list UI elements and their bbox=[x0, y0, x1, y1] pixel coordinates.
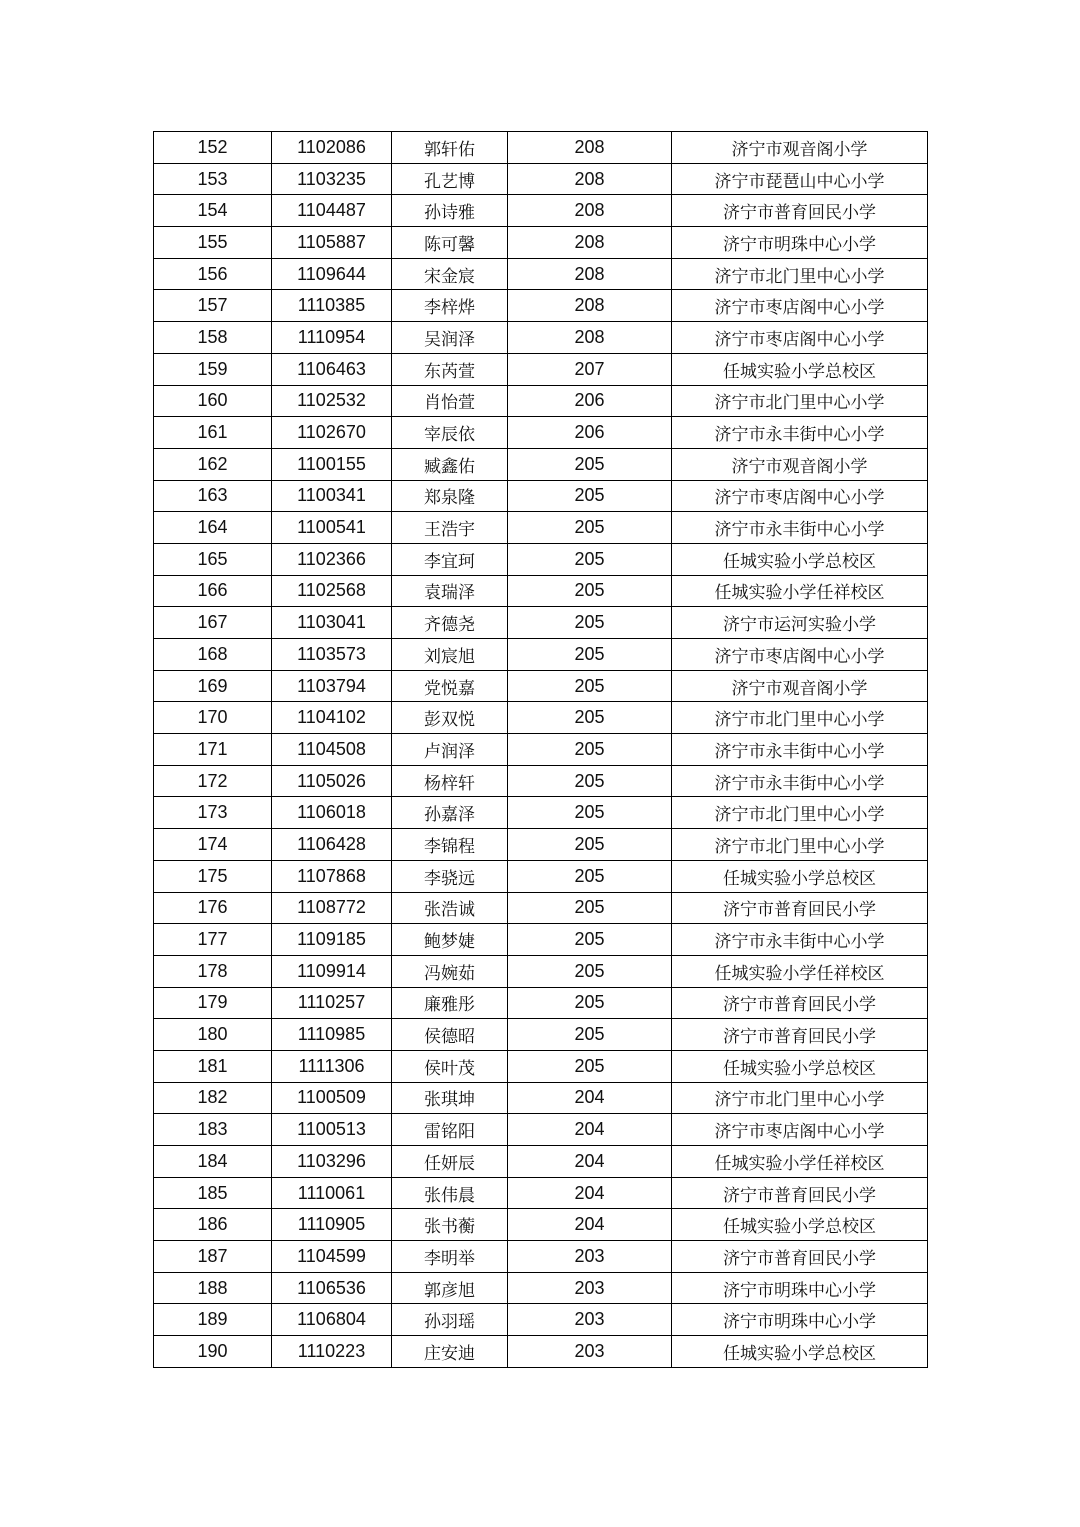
school-cell: 济宁市普育回民小学 bbox=[672, 1019, 928, 1051]
id-cell: 1100155 bbox=[272, 448, 392, 480]
id-cell: 1103573 bbox=[272, 639, 392, 671]
rank-cell: 154 bbox=[154, 195, 272, 227]
id-cell: 1109185 bbox=[272, 924, 392, 956]
table-row bbox=[154, 385, 928, 417]
rank-cell: 175 bbox=[154, 860, 272, 892]
score-cell: 207 bbox=[508, 353, 672, 385]
rank-cell: 181 bbox=[154, 1050, 272, 1082]
rank-cell: 187 bbox=[154, 1241, 272, 1273]
id-cell: 1104599 bbox=[272, 1241, 392, 1273]
name-cell: 孙羽瑶 bbox=[392, 1304, 508, 1336]
score-cell: 203 bbox=[508, 1241, 672, 1273]
rank-cell: 172 bbox=[154, 765, 272, 797]
name-cell: 宋金宸 bbox=[392, 258, 508, 290]
score-cell: 205 bbox=[508, 734, 672, 766]
id-cell: 1103041 bbox=[272, 607, 392, 639]
rank-cell: 158 bbox=[154, 322, 272, 354]
score-cell: 205 bbox=[508, 575, 672, 607]
name-cell: 庄安迪 bbox=[392, 1336, 508, 1368]
rank-cell: 160 bbox=[154, 385, 272, 417]
table-row bbox=[154, 955, 928, 987]
score-cell: 205 bbox=[508, 512, 672, 544]
score-cell: 205 bbox=[508, 448, 672, 480]
table-row bbox=[154, 765, 928, 797]
name-cell: 臧鑫佑 bbox=[392, 448, 508, 480]
table-row bbox=[154, 1019, 928, 1051]
table-row bbox=[154, 132, 928, 164]
name-cell: 任妍辰 bbox=[392, 1146, 508, 1178]
name-cell: 张伟晨 bbox=[392, 1177, 508, 1209]
rank-cell: 188 bbox=[154, 1272, 272, 1304]
school-cell: 济宁市枣店阁中心小学 bbox=[672, 480, 928, 512]
score-cell: 204 bbox=[508, 1082, 672, 1114]
table-row bbox=[154, 480, 928, 512]
score-cell: 205 bbox=[508, 955, 672, 987]
name-cell: 王浩宇 bbox=[392, 512, 508, 544]
school-cell: 任城实验小学总校区 bbox=[672, 353, 928, 385]
score-cell: 205 bbox=[508, 797, 672, 829]
score-cell: 208 bbox=[508, 195, 672, 227]
rank-cell: 178 bbox=[154, 955, 272, 987]
table-row bbox=[154, 417, 928, 449]
score-cell: 204 bbox=[508, 1146, 672, 1178]
name-cell: 宰辰依 bbox=[392, 417, 508, 449]
name-cell: 郭轩佑 bbox=[392, 132, 508, 164]
id-cell: 1110905 bbox=[272, 1209, 392, 1241]
id-cell: 1110061 bbox=[272, 1177, 392, 1209]
school-cell: 济宁市观音阁小学 bbox=[672, 132, 928, 164]
score-cell: 205 bbox=[508, 892, 672, 924]
id-cell: 1110223 bbox=[272, 1336, 392, 1368]
school-cell: 济宁市普育回民小学 bbox=[672, 195, 928, 227]
school-cell: 济宁市明珠中心小学 bbox=[672, 1272, 928, 1304]
school-cell: 任城实验小学总校区 bbox=[672, 1209, 928, 1241]
table-row bbox=[154, 163, 928, 195]
table-row bbox=[154, 702, 928, 734]
name-cell: 张书蘅 bbox=[392, 1209, 508, 1241]
score-cell: 205 bbox=[508, 543, 672, 575]
table-row bbox=[154, 353, 928, 385]
score-cell: 204 bbox=[508, 1209, 672, 1241]
table-row bbox=[154, 670, 928, 702]
name-cell: 陈可馨 bbox=[392, 227, 508, 259]
rank-cell: 169 bbox=[154, 670, 272, 702]
school-cell: 济宁市枣店阁中心小学 bbox=[672, 322, 928, 354]
name-cell: 郑泉隆 bbox=[392, 480, 508, 512]
results-table-body bbox=[154, 132, 928, 1368]
school-cell: 济宁市北门里中心小学 bbox=[672, 258, 928, 290]
table-row bbox=[154, 829, 928, 861]
results-table bbox=[153, 131, 928, 1368]
id-cell: 1108772 bbox=[272, 892, 392, 924]
name-cell: 刘宸旭 bbox=[392, 639, 508, 671]
score-cell: 203 bbox=[508, 1336, 672, 1368]
name-cell: 袁瑞泽 bbox=[392, 575, 508, 607]
score-cell: 204 bbox=[508, 1114, 672, 1146]
name-cell: 侯德昭 bbox=[392, 1019, 508, 1051]
name-cell: 党悦嘉 bbox=[392, 670, 508, 702]
score-cell: 205 bbox=[508, 987, 672, 1019]
id-cell: 1104102 bbox=[272, 702, 392, 734]
rank-cell: 185 bbox=[154, 1177, 272, 1209]
table-row bbox=[154, 607, 928, 639]
rank-cell: 161 bbox=[154, 417, 272, 449]
rank-cell: 162 bbox=[154, 448, 272, 480]
table-row bbox=[154, 1177, 928, 1209]
score-cell: 206 bbox=[508, 385, 672, 417]
id-cell: 1106463 bbox=[272, 353, 392, 385]
score-cell: 205 bbox=[508, 1050, 672, 1082]
table-row bbox=[154, 227, 928, 259]
rank-cell: 176 bbox=[154, 892, 272, 924]
table-row bbox=[154, 860, 928, 892]
id-cell: 1110257 bbox=[272, 987, 392, 1019]
rank-cell: 177 bbox=[154, 924, 272, 956]
table-row bbox=[154, 543, 928, 575]
rank-cell: 155 bbox=[154, 227, 272, 259]
name-cell: 孙诗雅 bbox=[392, 195, 508, 227]
school-cell: 济宁市枣店阁中心小学 bbox=[672, 1114, 928, 1146]
school-cell: 济宁市观音阁小学 bbox=[672, 448, 928, 480]
score-cell: 205 bbox=[508, 639, 672, 671]
rank-cell: 157 bbox=[154, 290, 272, 322]
score-cell: 205 bbox=[508, 860, 672, 892]
school-cell: 济宁市永丰街中心小学 bbox=[672, 512, 928, 544]
id-cell: 1100513 bbox=[272, 1114, 392, 1146]
table-row bbox=[154, 1241, 928, 1273]
rank-cell: 190 bbox=[154, 1336, 272, 1368]
name-cell: 东芮萱 bbox=[392, 353, 508, 385]
school-cell: 济宁市普育回民小学 bbox=[672, 1241, 928, 1273]
school-cell: 济宁市永丰街中心小学 bbox=[672, 924, 928, 956]
score-cell: 205 bbox=[508, 480, 672, 512]
rank-cell: 173 bbox=[154, 797, 272, 829]
name-cell: 李骁远 bbox=[392, 860, 508, 892]
school-cell: 济宁市明珠中心小学 bbox=[672, 1304, 928, 1336]
school-cell: 济宁市观音阁小学 bbox=[672, 670, 928, 702]
rank-cell: 159 bbox=[154, 353, 272, 385]
rank-cell: 186 bbox=[154, 1209, 272, 1241]
table-row bbox=[154, 639, 928, 671]
table-row bbox=[154, 322, 928, 354]
score-cell: 205 bbox=[508, 765, 672, 797]
id-cell: 1107868 bbox=[272, 860, 392, 892]
rank-cell: 168 bbox=[154, 639, 272, 671]
rank-cell: 189 bbox=[154, 1304, 272, 1336]
id-cell: 1106536 bbox=[272, 1272, 392, 1304]
table-row bbox=[154, 734, 928, 766]
table-row bbox=[154, 195, 928, 227]
table-row bbox=[154, 924, 928, 956]
id-cell: 1103296 bbox=[272, 1146, 392, 1178]
school-cell: 济宁市永丰街中心小学 bbox=[672, 417, 928, 449]
school-cell: 任城实验小学任祥校区 bbox=[672, 1146, 928, 1178]
id-cell: 1105026 bbox=[272, 765, 392, 797]
table-row bbox=[154, 448, 928, 480]
rank-cell: 153 bbox=[154, 163, 272, 195]
name-cell: 雷铭阳 bbox=[392, 1114, 508, 1146]
table-row bbox=[154, 1304, 928, 1336]
score-cell: 208 bbox=[508, 290, 672, 322]
name-cell: 李锦程 bbox=[392, 829, 508, 861]
id-cell: 1111306 bbox=[272, 1050, 392, 1082]
school-cell: 济宁市永丰街中心小学 bbox=[672, 765, 928, 797]
name-cell: 冯婉茹 bbox=[392, 955, 508, 987]
id-cell: 1102086 bbox=[272, 132, 392, 164]
rank-cell: 152 bbox=[154, 132, 272, 164]
rank-cell: 163 bbox=[154, 480, 272, 512]
id-cell: 1109914 bbox=[272, 955, 392, 987]
school-cell: 任城实验小学总校区 bbox=[672, 1050, 928, 1082]
name-cell: 肖怡萱 bbox=[392, 385, 508, 417]
score-cell: 206 bbox=[508, 417, 672, 449]
table-row bbox=[154, 892, 928, 924]
table-row bbox=[154, 1146, 928, 1178]
table-row bbox=[154, 1082, 928, 1114]
score-cell: 208 bbox=[508, 322, 672, 354]
name-cell: 郭彦旭 bbox=[392, 1272, 508, 1304]
school-cell: 济宁市北门里中心小学 bbox=[672, 1082, 928, 1114]
id-cell: 1103235 bbox=[272, 163, 392, 195]
id-cell: 1100509 bbox=[272, 1082, 392, 1114]
id-cell: 1104508 bbox=[272, 734, 392, 766]
id-cell: 1103794 bbox=[272, 670, 392, 702]
school-cell: 任城实验小学总校区 bbox=[672, 860, 928, 892]
school-cell: 济宁市北门里中心小学 bbox=[672, 385, 928, 417]
score-cell: 208 bbox=[508, 132, 672, 164]
score-cell: 205 bbox=[508, 924, 672, 956]
id-cell: 1106428 bbox=[272, 829, 392, 861]
rank-cell: 182 bbox=[154, 1082, 272, 1114]
rank-cell: 171 bbox=[154, 734, 272, 766]
school-cell: 济宁市枣店阁中心小学 bbox=[672, 290, 928, 322]
id-cell: 1102366 bbox=[272, 543, 392, 575]
school-cell: 济宁市北门里中心小学 bbox=[672, 702, 928, 734]
id-cell: 1102568 bbox=[272, 575, 392, 607]
rank-cell: 174 bbox=[154, 829, 272, 861]
score-cell: 203 bbox=[508, 1304, 672, 1336]
score-cell: 205 bbox=[508, 702, 672, 734]
id-cell: 1110385 bbox=[272, 290, 392, 322]
table-row bbox=[154, 575, 928, 607]
school-cell: 济宁市普育回民小学 bbox=[672, 987, 928, 1019]
school-cell: 济宁市琵琶山中心小学 bbox=[672, 163, 928, 195]
name-cell: 吴润泽 bbox=[392, 322, 508, 354]
table-row bbox=[154, 1050, 928, 1082]
id-cell: 1100541 bbox=[272, 512, 392, 544]
score-cell: 205 bbox=[508, 607, 672, 639]
rank-cell: 183 bbox=[154, 1114, 272, 1146]
id-cell: 1106804 bbox=[272, 1304, 392, 1336]
id-cell: 1109644 bbox=[272, 258, 392, 290]
id-cell: 1110985 bbox=[272, 1019, 392, 1051]
id-cell: 1106018 bbox=[272, 797, 392, 829]
score-cell: 204 bbox=[508, 1177, 672, 1209]
school-cell: 济宁市北门里中心小学 bbox=[672, 829, 928, 861]
rank-cell: 170 bbox=[154, 702, 272, 734]
school-cell: 济宁市普育回民小学 bbox=[672, 1177, 928, 1209]
name-cell: 杨梓轩 bbox=[392, 765, 508, 797]
name-cell: 彭双悦 bbox=[392, 702, 508, 734]
table-row bbox=[154, 258, 928, 290]
rank-cell: 179 bbox=[154, 987, 272, 1019]
table-row bbox=[154, 1114, 928, 1146]
name-cell: 李宜珂 bbox=[392, 543, 508, 575]
name-cell: 侯叶茂 bbox=[392, 1050, 508, 1082]
rank-cell: 156 bbox=[154, 258, 272, 290]
name-cell: 孙嘉泽 bbox=[392, 797, 508, 829]
school-cell: 济宁市普育回民小学 bbox=[672, 892, 928, 924]
name-cell: 李梓烨 bbox=[392, 290, 508, 322]
name-cell: 李明举 bbox=[392, 1241, 508, 1273]
school-cell: 任城实验小学任祥校区 bbox=[672, 575, 928, 607]
table-row bbox=[154, 512, 928, 544]
rank-cell: 180 bbox=[154, 1019, 272, 1051]
id-cell: 1102670 bbox=[272, 417, 392, 449]
id-cell: 1102532 bbox=[272, 385, 392, 417]
id-cell: 1104487 bbox=[272, 195, 392, 227]
score-cell: 208 bbox=[508, 227, 672, 259]
school-cell: 任城实验小学总校区 bbox=[672, 1336, 928, 1368]
id-cell: 1105887 bbox=[272, 227, 392, 259]
table-row bbox=[154, 987, 928, 1019]
name-cell: 廉雅彤 bbox=[392, 987, 508, 1019]
id-cell: 1100341 bbox=[272, 480, 392, 512]
score-cell: 208 bbox=[508, 258, 672, 290]
name-cell: 卢润泽 bbox=[392, 734, 508, 766]
table-row bbox=[154, 797, 928, 829]
score-cell: 203 bbox=[508, 1272, 672, 1304]
rank-cell: 164 bbox=[154, 512, 272, 544]
id-cell: 1110954 bbox=[272, 322, 392, 354]
name-cell: 张琪坤 bbox=[392, 1082, 508, 1114]
school-cell: 济宁市枣店阁中心小学 bbox=[672, 639, 928, 671]
rank-cell: 165 bbox=[154, 543, 272, 575]
name-cell: 张浩诚 bbox=[392, 892, 508, 924]
table-row bbox=[154, 290, 928, 322]
name-cell: 鲍梦婕 bbox=[392, 924, 508, 956]
score-cell: 208 bbox=[508, 163, 672, 195]
score-cell: 205 bbox=[508, 670, 672, 702]
score-cell: 205 bbox=[508, 1019, 672, 1051]
rank-cell: 166 bbox=[154, 575, 272, 607]
table-row bbox=[154, 1209, 928, 1241]
school-cell: 任城实验小学任祥校区 bbox=[672, 955, 928, 987]
school-cell: 济宁市明珠中心小学 bbox=[672, 227, 928, 259]
table-row bbox=[154, 1272, 928, 1304]
school-cell: 济宁市运河实验小学 bbox=[672, 607, 928, 639]
name-cell: 齐德尧 bbox=[392, 607, 508, 639]
table-row bbox=[154, 1336, 928, 1368]
name-cell: 孔艺博 bbox=[392, 163, 508, 195]
rank-cell: 167 bbox=[154, 607, 272, 639]
school-cell: 济宁市永丰街中心小学 bbox=[672, 734, 928, 766]
rank-cell: 184 bbox=[154, 1146, 272, 1178]
school-cell: 任城实验小学总校区 bbox=[672, 543, 928, 575]
school-cell: 济宁市北门里中心小学 bbox=[672, 797, 928, 829]
score-cell: 205 bbox=[508, 829, 672, 861]
